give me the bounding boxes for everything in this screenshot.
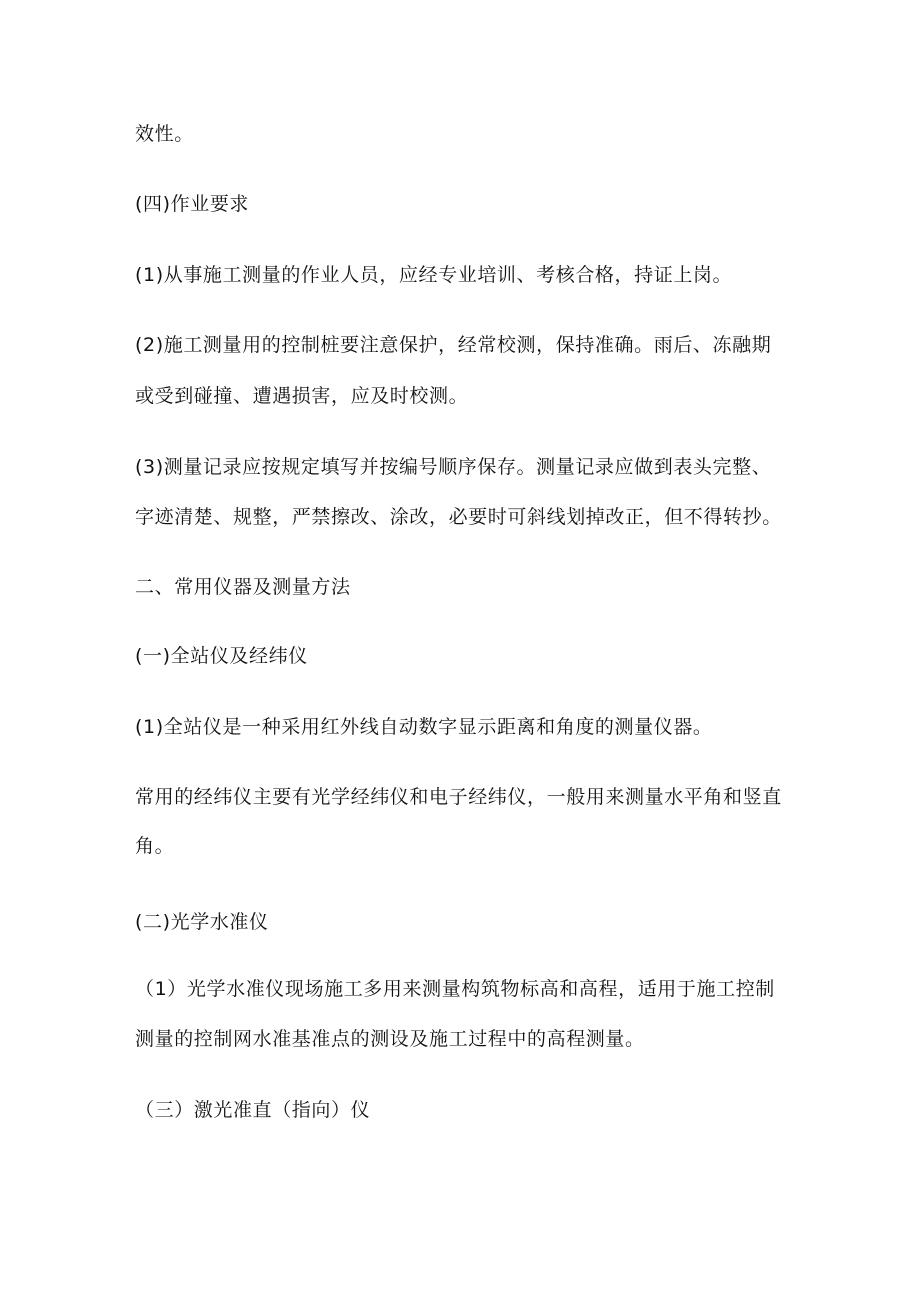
text-line: (2)施工测量用的控制桩要注意保护，经常校测，保持准确。雨后、冻融期 <box>135 334 772 356</box>
text-line: 角。 <box>135 835 175 857</box>
text-line: (3)测量记录应按规定填写并按编号顺序保存。测量记录应做到表头完整、 <box>135 456 772 478</box>
text-line: 测量的控制网水准基准点的测设及施工过程中的高程测量。 <box>135 1028 645 1050</box>
text-line: 或受到碰撞、遭遇损害，应及时校测。 <box>135 385 469 407</box>
subsection-heading: (二)光学水准仪 <box>135 911 269 933</box>
text-line: 效性。 <box>135 123 194 145</box>
subsection-heading: （三）激光准直（指向）仪 <box>135 1099 371 1121</box>
text-line: (1)全站仪是一种采用红外线自动数字显示距离和角度的测量仪器。 <box>135 716 713 738</box>
section-heading: (四)作业要求 <box>135 193 250 215</box>
subsection-heading: (一)全站仪及经纬仪 <box>135 645 308 667</box>
text-line: (1)从事施工测量的作业人员，应经专业培训、考核合格，持证上岗。 <box>135 264 733 286</box>
text-line: 字迹清楚、规整，严禁擦改、涂改，必要时可斜线划掉改正，但不得转抄。 <box>135 506 782 528</box>
text-line: （1）光学水准仪现场施工多用来测量构筑物标高和高程，适用于施工控制 <box>135 978 775 1000</box>
text-line: 常用的经纬仪主要有光学经纬仪和电子经纬仪，一般用来测量水平角和竖直 <box>135 786 782 808</box>
section-heading: 二、常用仪器及测量方法 <box>135 576 351 598</box>
